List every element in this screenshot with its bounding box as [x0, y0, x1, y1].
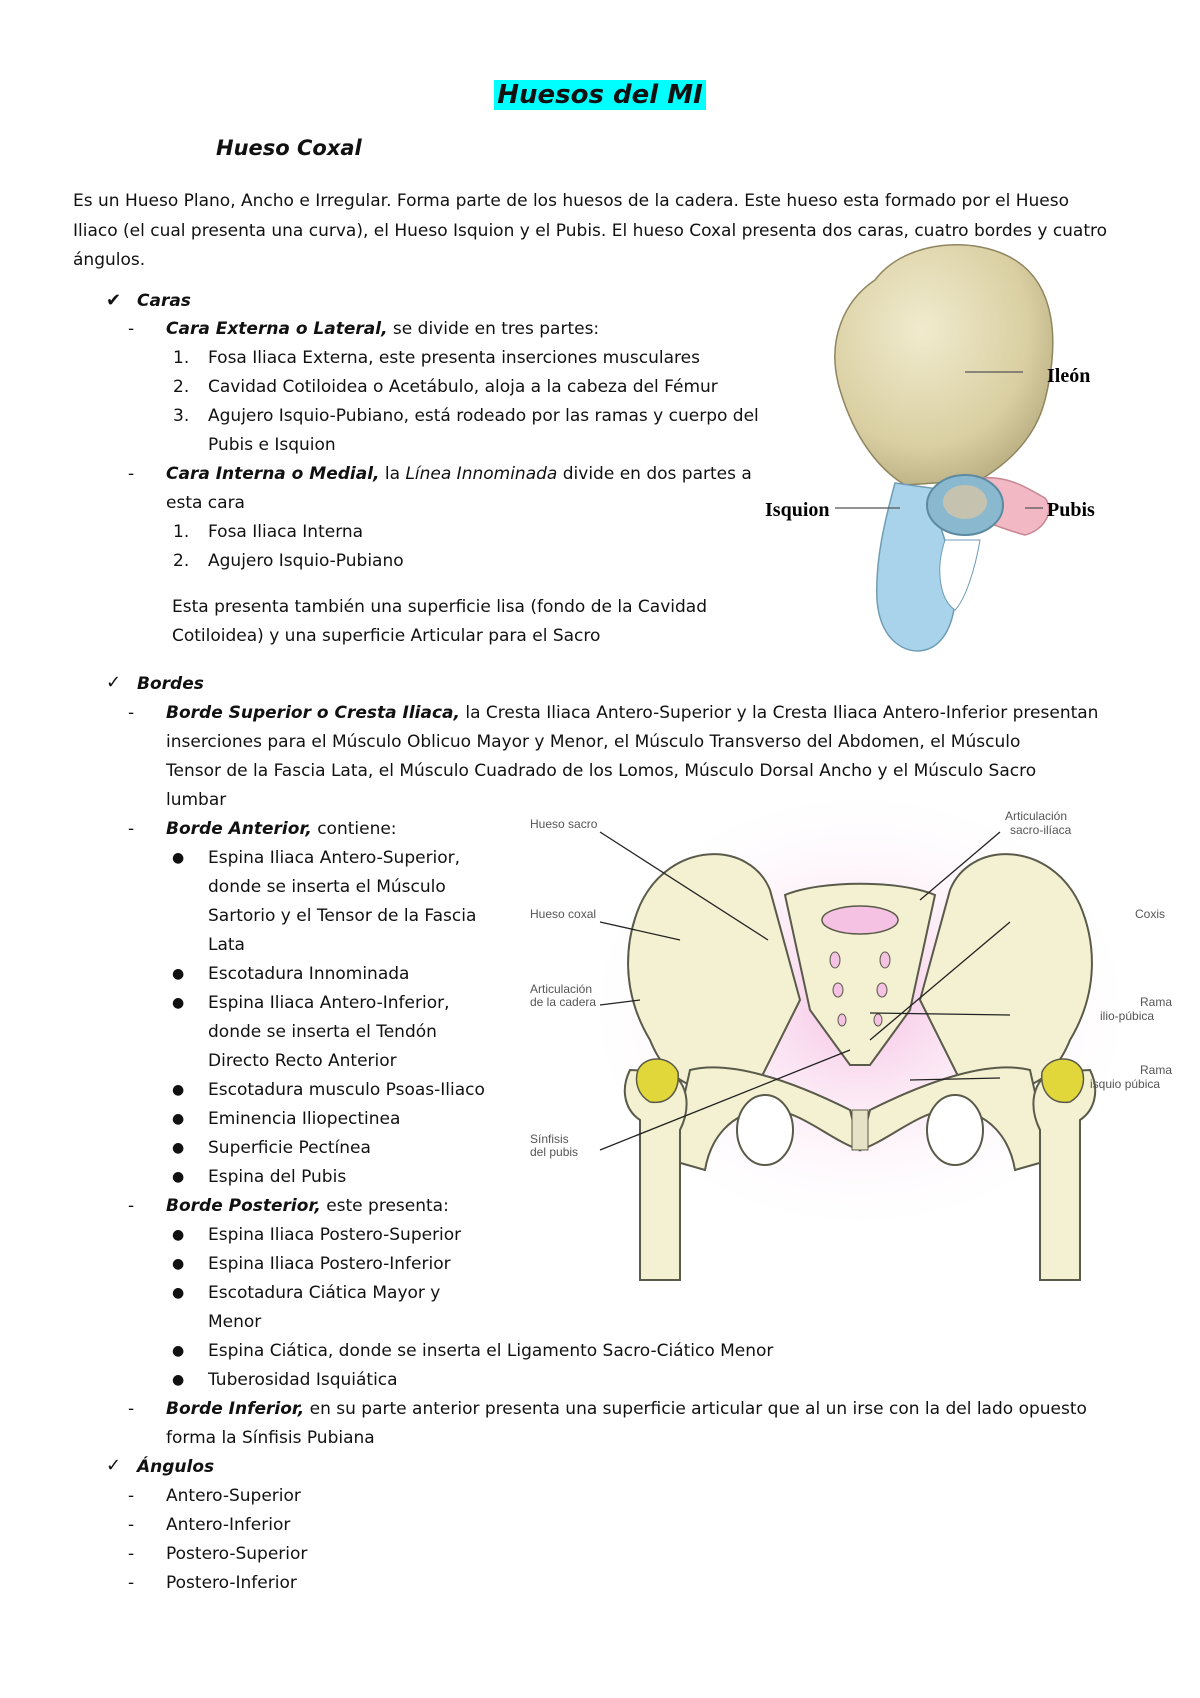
borde-superior-line: Borde Superior o Cresta Iliaca, la Cresta Iliaca Antero-Superior y la Cresta Iliaca Antero-Inferior presentan — [166, 703, 1099, 723]
dash-icon: - — [128, 1544, 135, 1564]
bullet-icon: ● — [172, 1169, 185, 1185]
check-icon: ✔ — [106, 290, 122, 311]
bullet-item: Espina Ciática, donde se inserta el Ligamento Sacro-Ciático Menor — [208, 1341, 774, 1361]
label-art-cadera-2: de la cadera — [530, 995, 597, 1009]
borde-posterior-line: Borde Posterior, este presenta: — [166, 1196, 449, 1216]
bullet-item-continuation: donde se inserta el Músculo — [208, 877, 446, 897]
heading-caras: Caras — [137, 291, 191, 311]
bullet-icon: ● — [172, 1227, 185, 1243]
list-item: Fosa Iliaca Interna — [208, 522, 364, 542]
bullet-item: Espina Iliaca Antero-Superior, — [208, 848, 461, 868]
bullet-icon: ● — [172, 995, 185, 1011]
label-rama-isquio-2: isquio púbica — [1090, 1077, 1161, 1091]
document-title: Huesos del MI — [0, 78, 1200, 112]
bullet-icon: ● — [172, 1372, 185, 1388]
label-art-sacro: Articulación — [1005, 809, 1068, 823]
bullet-item-continuation: Menor — [208, 1312, 262, 1332]
list-item: Cavidad Cotiloidea o Acetábulo, aloja a la cabeza del Fémur — [208, 377, 718, 397]
borde-anterior-line: Borde Anterior, contiene: — [166, 819, 397, 839]
label-sinfisis: Sínfisis — [530, 1132, 569, 1146]
section-subtitle: Hueso Coxal — [216, 136, 362, 160]
list-item: Fosa Iliaca Externa, este presenta inserciones musculares — [208, 348, 700, 368]
label-ileon: Ileón — [1047, 365, 1091, 387]
cara-externa-line: Cara Externa o Lateral, se divide en tres partes: — [166, 319, 600, 339]
paragraph-line: forma la Sínfisis Pubiana — [166, 1428, 375, 1448]
bullet-item: Espina Iliaca Postero-Inferior — [208, 1254, 451, 1274]
note-line: Cotiloidea) y una superficie Articular para el Sacro — [172, 626, 601, 646]
dash-icon: - — [128, 703, 135, 723]
bullet-item-continuation: donde se inserta el Tendón — [208, 1022, 437, 1042]
label-pubis: Pubis — [1047, 499, 1095, 521]
label-coxis: Coxis — [1135, 907, 1166, 921]
check-icon: ✓ — [106, 672, 122, 693]
dash-icon: - — [128, 1573, 135, 1593]
angulo-item: Postero-Superior — [166, 1544, 308, 1564]
bullet-item: Escotadura Innominada — [208, 964, 410, 984]
bullet-item: Superficie Pectínea — [208, 1138, 371, 1158]
hip-bone-figure — [765, 240, 1175, 670]
bullet-item-continuation: Directo Recto Anterior — [208, 1051, 397, 1071]
heading-angulos: Ángulos — [137, 1457, 215, 1477]
heading-bordes: Bordes — [137, 674, 204, 694]
borde-inferior-line: Borde Inferior, en su parte anterior presenta una superficie articular que al un irse con la del lado opuesto — [166, 1399, 1087, 1419]
label-isquion: Isquion — [765, 499, 830, 521]
bullet-icon: ● — [172, 1256, 185, 1272]
bullet-item: Espina del Pubis — [208, 1167, 347, 1187]
bullet-item-continuation: Sartorio y el Tensor de la Fascia — [208, 906, 477, 926]
label-art-sacro-2: sacro-ilíaca — [1010, 823, 1072, 837]
label-rama-ilio-2: ilio-púbica — [1100, 1009, 1155, 1023]
bullet-item: Escotadura musculo Psoas-Iliaco — [208, 1080, 485, 1100]
label-hueso-coxal: Hueso coxal — [530, 907, 597, 921]
angulo-item: Antero-Inferior — [166, 1515, 291, 1535]
dash-icon: - — [128, 1399, 135, 1419]
bullet-item-continuation: Lata — [208, 935, 245, 955]
bullet-item: Eminencia Iliopectinea — [208, 1109, 401, 1129]
document-page: Huesos del MI Hueso Coxal Es un Hueso Plano, Ancho e Irregular. Forma parte de los huesos de la cadera. Este hueso esta formado por el Hueso Iliaco (el cual presenta una curva), el Hueso Isquion y el Pubis. El hueso Coxal presenta dos caras, cuatro bordes y cuatro ángulos. ✔ Caras - Cara Externa o Lateral, se divide en tres partes: 1. Fosa Iliaca Externa, este presenta inserciones musculares 2. Cavidad Cotiloidea o Acetábulo, aloja a la cabeza del Fémur 3. Agujero Isquio-Pubiano, está rodeado por las ramas y cuerpo del Pubis e Isquion - Cara Interna o Medial, la Línea Innominada divide en dos partes a esta cara 1. Fosa Iliaca Interna 2. Agujero Isquio-Pubiano Esta presenta también una superficie lisa (fondo de la Cavidad Cotiloidea) y una superficie Articular para el Sacro Ileón Isquion Pubis ✓ Bordes - Borde Superior o Cresta Iliaca, la Cresta Iliaca Antero-Superior y la Cresta Iliaca Antero-Inferior presentan inserciones para el Músculo Oblicuo Mayor y Menor, el Músculo Transverso del Abdomen, el Músculo Tensor de la Fascia Lata, el Músculo Cuadrado de los Lomos, Músculo Dorsal Ancho y el Músculo Sacro lumbar - Borde Anterior, contiene: ● Espina Iliaca Antero-Superior, donde se inserta el Músculo Sartorio y el Tensor de la Fascia Lata ● Escotadura Innominada ● Espina Iliaca Antero-Inferior, donde se inserta el Tendón Directo Recto Anterior ● Escotadura musculo Psoas-Iliaco ● Eminencia Iliopectinea ● Superficie Pectínea ● Espina del Pubis - Borde Posterior, este presenta: ● Espina Iliaca Postero-Superior ● Espina Iliaca Postero-Inferior ● Escotadura Ciática Mayor y Menor ● Espina Ciática, donde se inserta el Ligamento Sacro-Ciático Menor ● Tuberosidad Isquiática - Borde Inferior, en su parte anterior presenta una superficie articular que al un irse con la del lado opuesto forma la Sínfisis Pubiana Hueso sacro Articulación sacro-ilíaca Hueso coxal Coxis Articulación de la cadera Rama ilio-púbica Rama isquio púbica Sínfisis del pubis ✓ Ángulos - Antero-Superior - Antero-Inferior - Postero-Superior - Postero-Inferior — [0, 0, 1200, 1698]
list-item-continuation: Pubis e Isquion — [208, 435, 336, 455]
list-item: Agujero Isquio-Pubiano, está rodeado por las ramas y cuerpo del — [208, 406, 759, 426]
intro-paragraph: Es un Hueso Plano, Ancho e Irregular. Forma parte de los huesos de la cadera. Este hueso esta formado por el Hueso Iliaco (el cual presenta una curva), el Hueso Isquion y el Pubis. El hueso Coxal presenta dos caras, cuatro bordes y cuatro ángulos. — [73, 191, 1108, 270]
angulo-item: Postero-Inferior — [166, 1573, 297, 1593]
bullet-item: Escotadura Ciática Mayor y — [208, 1283, 441, 1303]
dash-icon: - — [128, 819, 135, 839]
bullet-item: Espina Iliaca Postero-Superior — [208, 1225, 462, 1245]
paragraph-line: inserciones para el Músculo Oblicuo Mayor y Menor, el Músculo Transverso del Abdomen, el Músculo — [166, 732, 1021, 752]
label-art-cadera: Articulación — [530, 982, 593, 996]
bullet-icon: ● — [172, 1111, 185, 1127]
bullet-icon: ● — [172, 966, 185, 982]
dash-icon: - — [128, 319, 135, 339]
bullet-item: Tuberosidad Isquiática — [208, 1370, 398, 1390]
list-item: Agujero Isquio-Pubiano — [208, 551, 404, 571]
dash-icon: - — [128, 1486, 135, 1506]
bullet-item: Espina Iliaca Antero-Inferior, — [208, 993, 450, 1013]
label-sinfisis-2: del pubis — [530, 1145, 579, 1159]
label-rama-isquio: Rama — [1140, 1063, 1173, 1077]
dash-icon: - — [128, 1515, 135, 1535]
bullet-icon: ● — [172, 1343, 185, 1359]
bullet-icon: ● — [172, 1082, 185, 1098]
bullet-icon: ● — [172, 1285, 185, 1301]
dash-icon: - — [128, 464, 135, 484]
label-rama-ilio: Rama — [1140, 995, 1173, 1009]
label-hueso-sacro: Hueso sacro — [530, 817, 598, 831]
bullet-icon: ● — [172, 850, 185, 866]
paragraph-line: lumbar — [166, 790, 227, 810]
pelvis-figure — [530, 809, 1173, 1280]
bullet-icon: ● — [172, 1140, 185, 1156]
note-line: Esta presenta también una superficie lisa (fondo de la Cavidad — [172, 597, 707, 617]
cara-interna-continuation: esta cara — [166, 493, 245, 513]
dash-icon: - — [128, 1196, 135, 1216]
check-icon: ✓ — [106, 1455, 122, 1476]
angulo-item: Antero-Superior — [166, 1486, 301, 1506]
cara-interna-line: Cara Interna o Medial, la Línea Innominada divide en dos partes a — [166, 464, 752, 484]
paragraph-line: Tensor de la Fascia Lata, el Músculo Cuadrado de los Lomos, Músculo Dorsal Ancho y el Músculo Sacro — [166, 761, 1037, 781]
